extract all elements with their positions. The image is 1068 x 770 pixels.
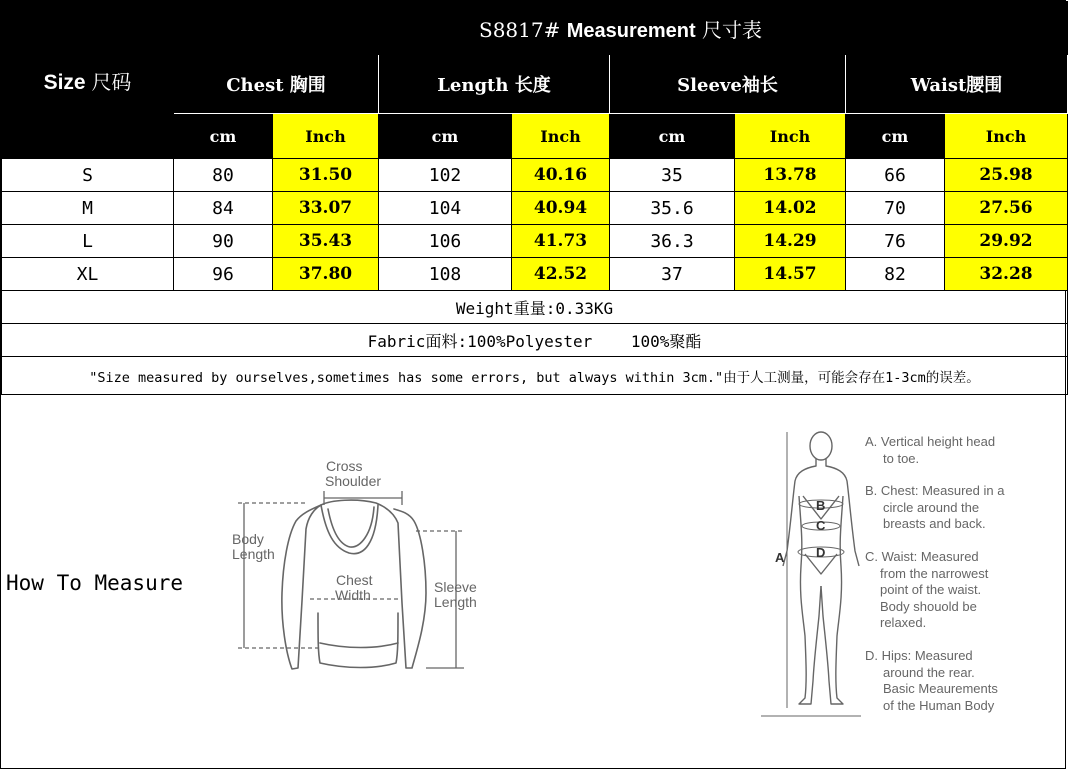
- measurement-note: "Size measured by ourselves,sometimes has some errors, but always within 3cm."由于人工测量，可能会存在1-3cm的误差。: [2, 357, 1068, 395]
- legend-line: relaxed.: [880, 615, 927, 630]
- legend-line: breasts and back.: [883, 516, 986, 531]
- unit-header-inch: Inch: [945, 114, 1068, 159]
- page-title: [174, 2, 1068, 55]
- cell-chest-inch: 37.80: [273, 258, 379, 291]
- legend-line: B. Chest: Measured in a: [865, 483, 1005, 498]
- legend-item-a: [865, 434, 1035, 467]
- table-row: [2, 225, 1068, 258]
- cell-waist-cm: 66: [846, 159, 945, 192]
- body-length-label-2: Length: [232, 546, 275, 562]
- legend-item-d: [865, 648, 1035, 714]
- unit-header-cm: cm: [846, 114, 945, 159]
- group-header-sleeve: Sleeve袖长: [610, 55, 846, 114]
- unit-header-inch: Inch: [273, 114, 379, 159]
- cell-sleeve-inch: 14.29: [735, 225, 846, 258]
- legend-line: to toe.: [883, 450, 920, 466]
- cell-length-cm: 108: [379, 258, 512, 291]
- cell-length-inch: 41.73: [512, 225, 610, 258]
- measurement-table: [1, 1, 1068, 395]
- group-header-chest: Chest 胸围: [174, 55, 379, 114]
- cell-sleeve-inch: 14.02: [735, 192, 846, 225]
- legend-line: A. Vertical height head: [865, 434, 996, 449]
- row-size: M: [2, 192, 174, 225]
- how-to-measure-label: How To Measure: [6, 571, 184, 595]
- group-header-waist: Waist腰围: [846, 55, 1068, 114]
- cell-waist-inch: 27.56: [945, 192, 1068, 225]
- chest-width-label-2: Width: [335, 587, 371, 603]
- table-row: [2, 159, 1068, 192]
- body-measure-diagram: [761, 426, 861, 718]
- cell-length-inch: 40.16: [512, 159, 610, 192]
- row-size: S: [2, 159, 174, 192]
- unit-header-cm: cm: [379, 114, 512, 159]
- cell-length-cm: 106: [379, 225, 512, 258]
- cell-chest-inch: 33.07: [273, 192, 379, 225]
- table-row: [2, 192, 1068, 225]
- unit-header-cm: cm: [610, 114, 735, 159]
- cell-waist-cm: 76: [846, 225, 945, 258]
- marker-d: D: [816, 545, 826, 560]
- group-header-length: Length 长度: [379, 55, 610, 114]
- cell-chest-inch: 35.43: [273, 225, 379, 258]
- legend-line: Basic Meaurements: [883, 681, 998, 696]
- cell-sleeve-cm: 37: [610, 258, 735, 291]
- cell-waist-inch: 32.28: [945, 258, 1068, 291]
- cell-sleeve-cm: 35.6: [610, 192, 735, 225]
- weight-info: Weight重量:0.33KG: [2, 291, 1068, 324]
- cell-chest-cm: 90: [174, 225, 273, 258]
- cell-chest-inch: 31.50: [273, 159, 379, 192]
- title-main: Measurement: [566, 19, 696, 42]
- cell-length-cm: 102: [379, 159, 512, 192]
- cell-waist-cm: 82: [846, 258, 945, 291]
- cell-sleeve-cm: 36.3: [610, 225, 735, 258]
- cell-sleeve-cm: 35: [610, 159, 735, 192]
- cross-shoulder-label-2: Shoulder: [325, 473, 382, 489]
- marker-b: B: [816, 498, 826, 513]
- cross-shoulder-label-1: Cross: [326, 458, 363, 474]
- cell-length-cm: 104: [379, 192, 512, 225]
- cell-chest-cm: 80: [174, 159, 273, 192]
- legend-line: point of the waist.: [880, 582, 982, 597]
- legend-line: Body shouold be: [880, 598, 977, 614]
- cell-length-inch: 40.94: [512, 192, 610, 225]
- row-size: XL: [2, 258, 174, 291]
- legend-line: around the rear.: [883, 664, 975, 680]
- title-cn: 尺寸表: [702, 17, 763, 42]
- title-code: S8817#: [479, 17, 561, 42]
- body-length-label-1: Body: [232, 531, 264, 547]
- cell-sleeve-inch: 13.78: [735, 159, 846, 192]
- legend-line: from the narrowest: [880, 565, 989, 581]
- size-header-label-cn: 尺码: [91, 69, 132, 94]
- table-row: [2, 258, 1068, 291]
- cell-sleeve-inch: 14.57: [735, 258, 846, 291]
- legend-line: D. Hips: Measured: [865, 648, 973, 663]
- marker-a: A: [775, 550, 785, 565]
- legend-line: C. Waist: Measured: [865, 549, 979, 564]
- sleeve-length-label-1: Sleeve: [434, 579, 477, 595]
- unit-header-inch: Inch: [512, 114, 610, 159]
- chest-width-label-1: Chest: [336, 572, 373, 588]
- legend-line: circle around the: [883, 499, 980, 515]
- legend-item-c: [865, 549, 1035, 632]
- row-size: L: [2, 225, 174, 258]
- legend-line: of the Human Body: [883, 697, 995, 713]
- cell-waist-inch: 29.92: [945, 225, 1068, 258]
- cell-length-inch: 42.52: [512, 258, 610, 291]
- size-header: [2, 2, 174, 159]
- unit-header-inch: Inch: [735, 114, 846, 159]
- cell-chest-cm: 84: [174, 192, 273, 225]
- cell-chest-cm: 96: [174, 258, 273, 291]
- cell-waist-inch: 25.98: [945, 159, 1068, 192]
- fabric-info: Fabric面料:100%Polyester 100%聚酯: [2, 324, 1068, 357]
- legend-item-b: [865, 483, 1035, 533]
- sleeve-length-label-2: Length: [434, 594, 477, 610]
- cell-waist-cm: 70: [846, 192, 945, 225]
- garment-measure-diagram: [226, 453, 496, 683]
- size-header-label: Size: [43, 70, 86, 94]
- unit-header-cm: cm: [174, 114, 273, 159]
- marker-c: C: [816, 518, 826, 533]
